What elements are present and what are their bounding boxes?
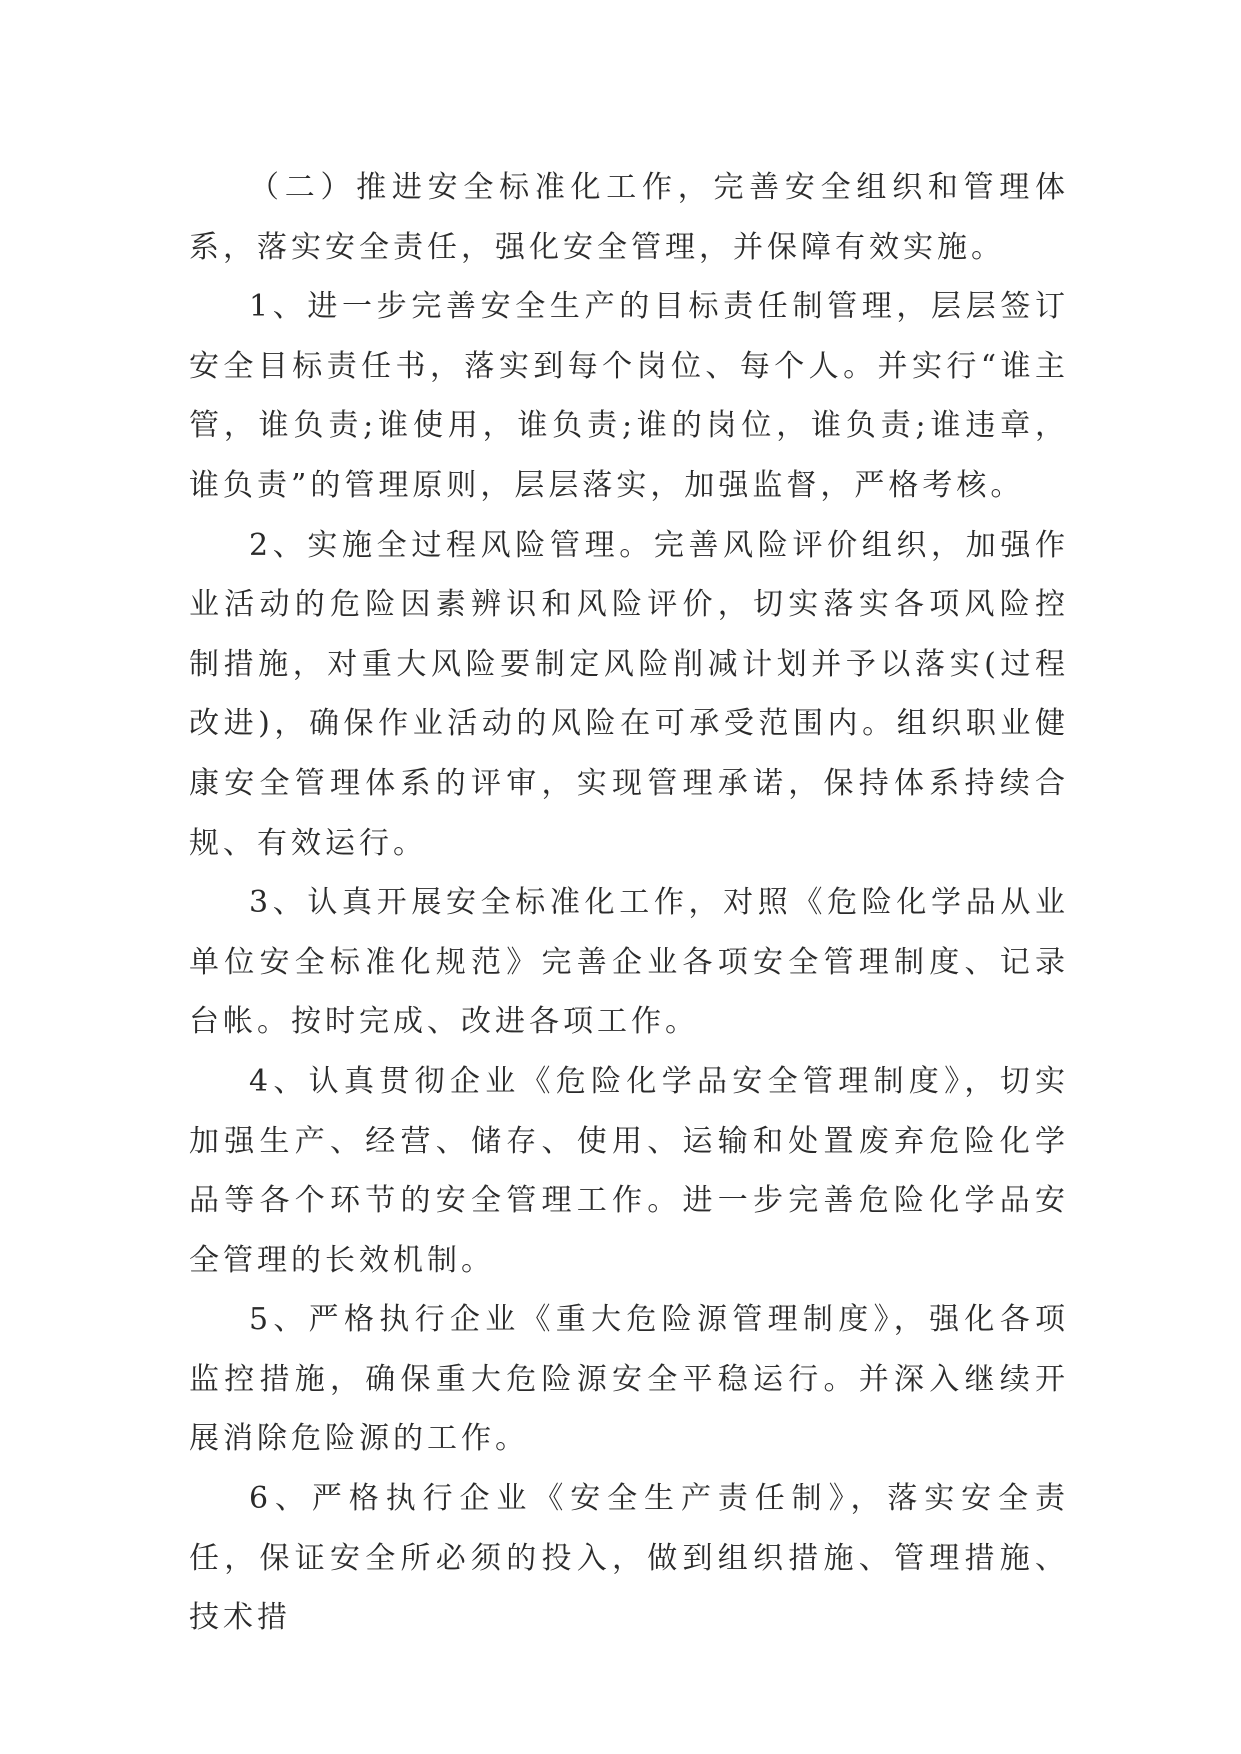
paragraph-item-1: 1、进一步完善安全生产的目标责任制管理，层层签订安全目标责任书，落实到每个岗位、每个人。并实行“谁主管，谁负责;谁使用，谁负责;谁的岗位，谁负责;谁违章，谁负责”的管理原则，层层落实，加强监督，严格考核。 bbox=[189, 289, 1069, 503]
paragraph-item-2: 2、实施全过程风险管理。完善风险评价组织，加强作业活动的危险因素辨识和风险评价，切实落实各项风险控制措施，对重大风险要制定风险削减计划并予以落实(过程改进)，确保作业活动的风险在可承受范围内。组织职业健康安全管理体系的评审，实现管理承诺，保持体系持续合规、有效运行。 bbox=[189, 527, 1069, 861]
paragraph-item-3: 3、认真开展安全标准化工作，对照《危险化学品从业单位安全标准化规范》完善企业各项安全管理制度、记录台帐。按时完成、改进各项工作。 bbox=[189, 885, 1069, 1040]
paragraph-item-5: 5、严格执行企业《重大危险源管理制度》，强化各项监控措施，确保重大危险源安全平稳运行。并深入继续开展消除危险源的工作。 bbox=[189, 1302, 1069, 1457]
document-body bbox=[189, 158, 1069, 1648]
paragraph-item-6: 6、严格执行企业《安全生产责任制》，落实安全责任，保证安全所必须的投入，做到组织措施、管理措施、技术措 bbox=[189, 1481, 1069, 1636]
paragraph-item-4: 4、认真贯彻企业《危险化学品安全管理制度》，切实加强生产、经营、储存、使用、运输和处置废弃危险化学品等各个环节的安全管理工作。进一步完善危险化学品安全管理的长效机制。 bbox=[189, 1063, 1069, 1278]
paragraph-section-2-heading: （二）推进安全标准化工作，完善安全组织和管理体系，落实安全责任，强化安全管理，并保障有效实施。 bbox=[189, 170, 1069, 265]
